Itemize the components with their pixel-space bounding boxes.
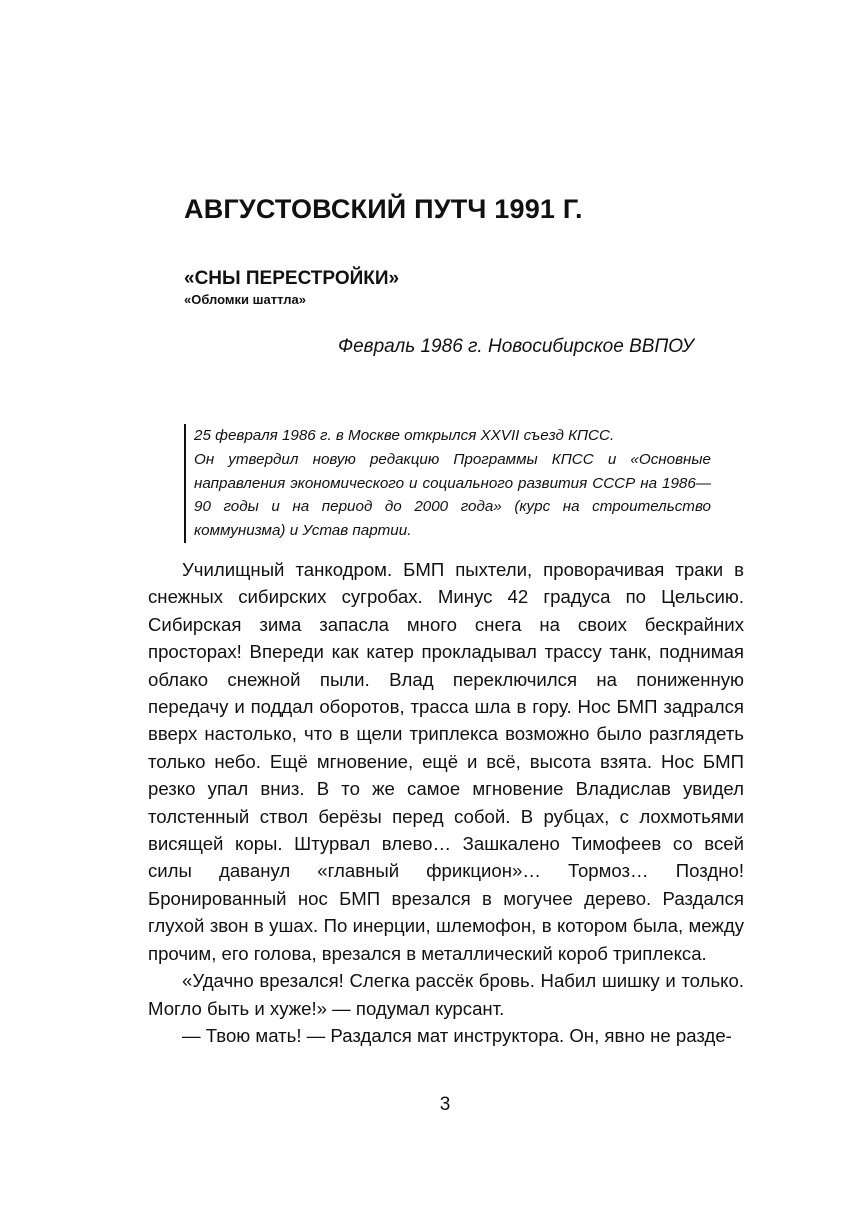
section-subtitle: «Обломки шаттла» bbox=[184, 292, 306, 307]
chapter-title: АВГУСТОВСКИЙ ПУТЧ 1991 Г. bbox=[184, 194, 583, 224]
historical-sidenote bbox=[184, 424, 711, 543]
sidenote-line-1: 25 февраля 1986 г. в Москве открылся XXVII съезд КПСС. bbox=[194, 427, 615, 444]
body-text bbox=[148, 556, 744, 1049]
sidenote-line-2: Он утвердил новую редакцию Программы КПСС и «Основные направления экономического и социального развития СССР на 1986—90 годы и на период до 2000 года» (курс на строительство коммунизма) и Устав партии. bbox=[194, 450, 711, 540]
dateline: Февраль 1986 г. Новосибирское ВВПОУ bbox=[338, 336, 694, 357]
body-paragraph: — Твою мать! — Раздался мат инструктора. Он, явно не разде- bbox=[182, 1024, 732, 1046]
body-paragraph: «Удачно врезался! Слегка рассёк бровь. Набил шишку и только. Могло быть и хуже!» — подумал курсант. bbox=[148, 970, 744, 1019]
page-number: 3 bbox=[439, 1094, 451, 1115]
body-paragraph: Училищный танкодром. БМП пыхтели, проворачивая траки в снежных сибирских сугробах. Минус 42 градуса по Цельсию. Сибирская зима запасла много снега на своих бескрайних просторах! Впереди как катер прокладывал трассу танк, поднимая облако снежной пыли. Влад переключился на пониженную передачу и поддал оборотов, трасса шла в гору. Нос БМП задрался вверх настолько, что в щели триплекса возможно было разглядеть только небо. Ещё мгновение, ещё и всё, высота взята. Нос БМП резко упал вниз. В то же самое мгновение Владислав увидел толстенный ствол берёзы перед собой. В рубцах, с лохмотьями висящей коры. Штурвал влево… Зашкалено Тимофеев со всей силы даванул «главный фрикцион»… Тормоз… Поздно! Бронированный нос БМП врезался в могучее дерево. Раздался глухой звон в ушах. По инерции, шлемофон, в котором была, между прочим, его голова, врезался в металлический короб триплекса. bbox=[148, 559, 744, 964]
section-title: «СНЫ ПЕРЕСТРОЙКИ» bbox=[184, 268, 400, 289]
